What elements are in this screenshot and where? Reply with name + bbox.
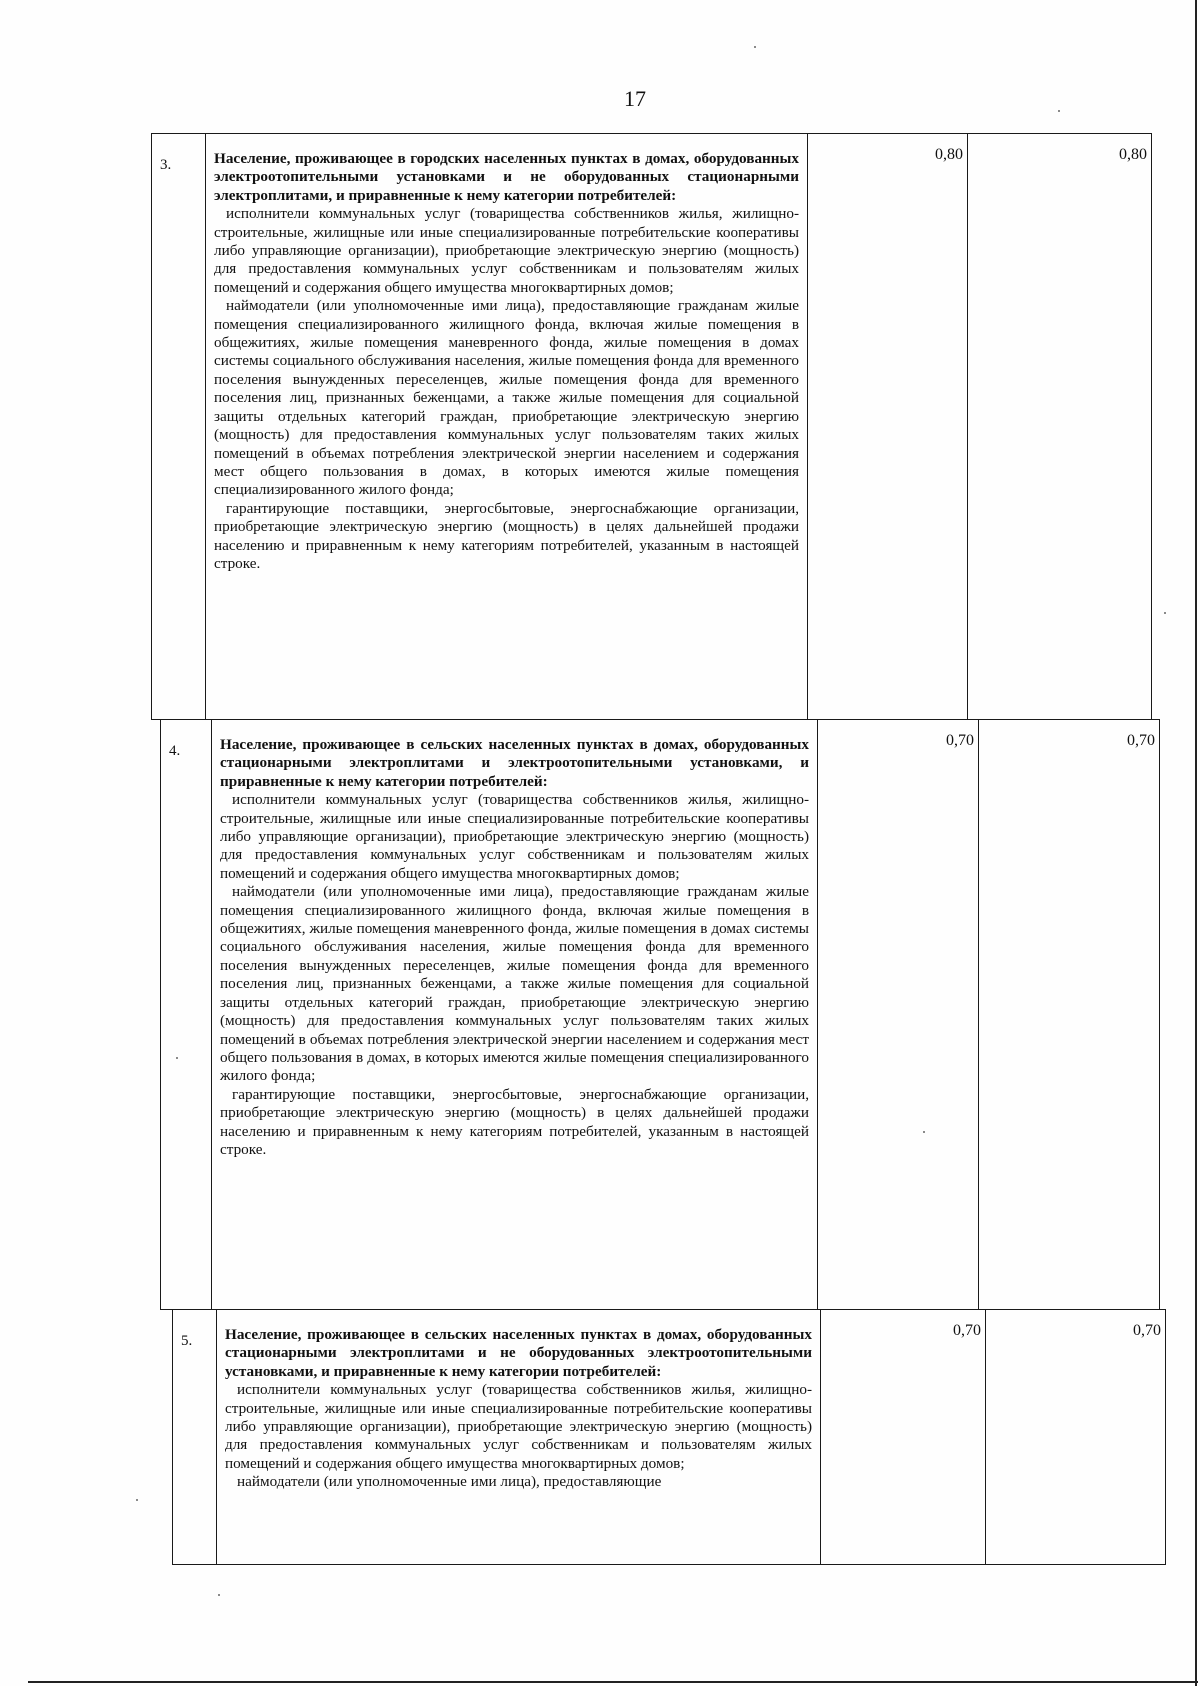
- row-description: [212, 720, 818, 1310]
- row-paragraph: исполнители коммунальных услуг (товарищества собственников жилья, жилищно-строительные, жилищные или иные специализированные потребительские кооперативы либо управляющие организации), приобретающие электрическую энергию (мощность) для предоставления коммунальных услуг собственникам и пользователям жилых помещений и содержания общего имущества многоквартирных домов;: [214, 205, 799, 296]
- scan-edge-bottom: [28, 1681, 1198, 1683]
- row-value-1: 0,80: [808, 134, 968, 720]
- row-value-2: 0,70: [986, 1310, 1166, 1565]
- row-paragraph: гарантирующие поставщики, энергосбытовые, энергоснабжающие организации, приобретающие электрическую энергию (мощность) в целях дальнейшей продажи населению и приравненным к нему категориям потребителей, указанным в настоящей строке.: [214, 499, 799, 572]
- row-description: [217, 1310, 821, 1565]
- row-heading: Население, проживающее в сельских населенных пунктах в домах, оборудованных стационарными электроплитами и электроотопительными установками, и приравненные к нему категории потребителей:: [220, 736, 809, 790]
- row-number: 5.: [173, 1310, 217, 1565]
- scan-speck: [754, 46, 756, 48]
- scan-speck: [1058, 110, 1060, 112]
- scan-speck: [923, 1131, 925, 1133]
- row-heading: Население, проживающее в городских населенных пунктах в домах, оборудованных электроотопительными установками и не оборудованных стационарными электроплитами, и приравненные к нему категории потребителей:: [214, 150, 799, 204]
- row-value-2: 0,70: [979, 720, 1160, 1310]
- row-value-1: 0,70: [821, 1310, 986, 1565]
- scan-speck: [1164, 612, 1166, 614]
- row-paragraph: наймодатели (или уполномоченные ими лица), предоставляющие: [237, 1473, 662, 1491]
- row-paragraph: исполнители коммунальных услуг (товарищества собственников жилья, жилищно-строительные, жилищные или иные специализированные потребительские кооперативы либо управляющие организации), приобретающие электрическую энергию (мощность) для предоставления коммунальных услуг собственникам и пользователям жилых помещений и содержания общего имущества многоквартирных домов;: [225, 1381, 812, 1472]
- scan-speck: [218, 1594, 220, 1596]
- row-paragraph: наймодатели (или уполномоченные ими лица), предоставляющие гражданам жилые помещения специализированного жилищного фонда, включая жилые помещения в общежитиях, жилые помещения маневренного фонда, жилые помещения в домах системы социального обслуживания населения, жилые помещения фонда для временного поселения вынужденных переселенцев, жилые помещения фонда для временного поселения лиц, признанных беженцами, а также жилые помещения для социальной защиты отдельных категорий граждан, приобретающие электрическую энергию (мощность) для предоставления коммунальных услуг пользователям таких жилых помещений в объемах потребления электрической энергии населением и содержания мест общего пользования в домах, в которых имеются жилые помещения специализированного жилого фонда;: [214, 297, 799, 499]
- row-number: 4.: [161, 720, 212, 1310]
- row-value-2: 0,80: [968, 134, 1152, 720]
- row-value-1: 0,70: [818, 720, 979, 1310]
- tariff-row-4: [160, 719, 1160, 1310]
- row-paragraph: исполнители коммунальных услуг (товарищества собственников жилья, жилищно-строительные, жилищные или иные специализированные потребительские кооперативы либо управляющие организации), приобретающие электрическую энергию (мощность) для предоставления коммунальных услуг собственникам и пользователям жилых помещений и содержания общего имущества многоквартирных домов;: [220, 791, 809, 882]
- tariff-row-3: [151, 133, 1152, 720]
- row-description: [206, 134, 808, 720]
- tariff-row-5: [172, 1309, 1166, 1565]
- row-heading: Население, проживающее в сельских населенных пунктах в домах, оборудованных стационарными электроплитами и не оборудованных электроотопительными установками, и приравненные к нему категории потребителей:: [225, 1326, 812, 1380]
- row-paragraph: наймодатели (или уполномоченные ими лица), предоставляющие гражданам жилые помещения специализированного жилищного фонда, включая жилые помещения в общежитиях, жилые помещения маневренного фонда, жилые помещения в домах системы социального обслуживания населения, жилые помещения фонда для временного поселения вынужденных переселенцев, жилые помещения фонда для временного поселения лиц, признанных беженцами, а также жилые помещения для социальной защиты отдельных категорий граждан, приобретающие электрическую энергию (мощность) для предоставления коммунальных услуг пользователям таких жилых помещений в объемах потребления электрической энергии населением и содержания мест общего пользования в домах, в которых имеются жилые помещения специализированного жилого фонда;: [220, 883, 809, 1085]
- scan-edge-right: [1195, 0, 1197, 1686]
- scan-speck: [136, 1499, 138, 1501]
- row-number: 3.: [152, 134, 206, 720]
- page-number: 17: [624, 86, 646, 111]
- scan-speck: [176, 1057, 178, 1059]
- row-paragraph: гарантирующие поставщики, энергосбытовые, энергоснабжающие организации, приобретающие электрическую энергию (мощность) в целях дальнейшей продажи населению и приравненным к нему категориям потребителей, указанным в настоящей строке.: [220, 1085, 809, 1158]
